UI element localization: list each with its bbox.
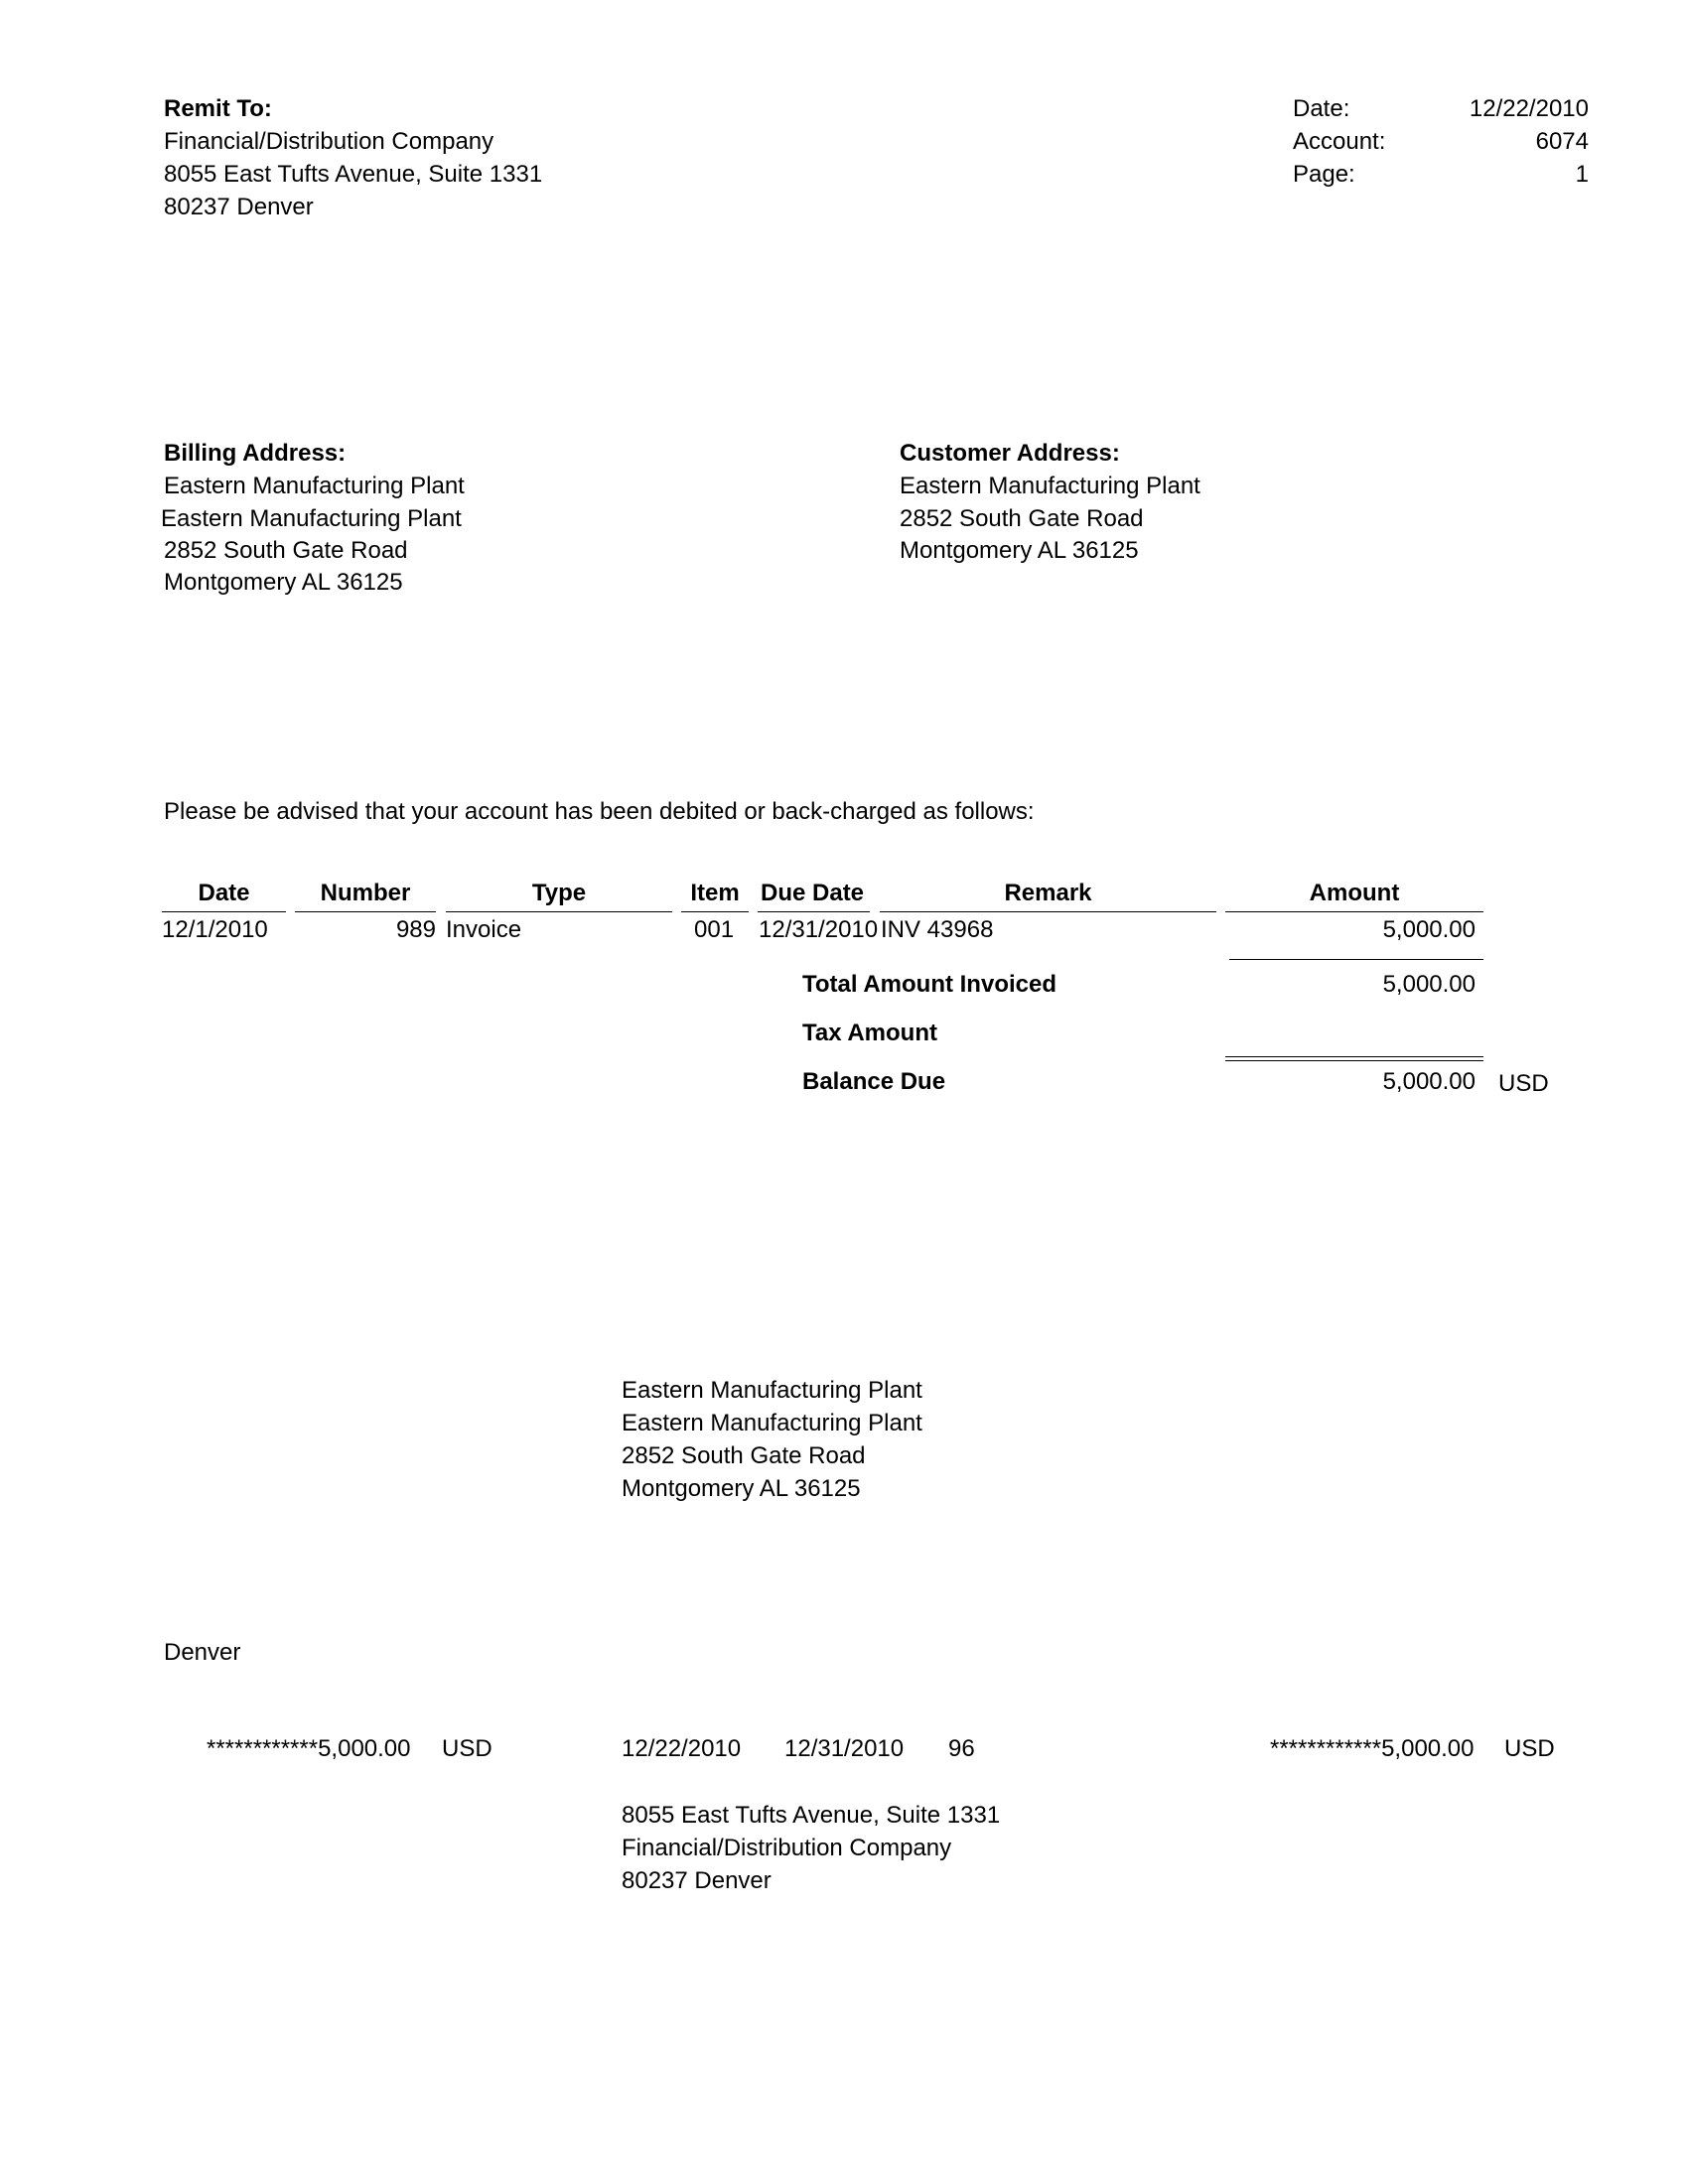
row-item: 001 — [694, 916, 735, 943]
stub-right-amount: ************5,000.00 — [1270, 1735, 1475, 1762]
stub-left-currency: USD — [442, 1735, 492, 1762]
remit-to-heading: Remit To: — [164, 95, 272, 122]
page-label: Page: — [1293, 161, 1355, 188]
row-number: 989 — [395, 916, 436, 943]
stub-remit-line: Financial/Distribution Company — [622, 1835, 952, 1861]
billing-address-heading: Billing Address: — [164, 440, 347, 467]
column-header-type: Type — [446, 876, 672, 912]
date-label: Date: — [1293, 95, 1350, 122]
balance-currency: USD — [1498, 1070, 1549, 1097]
customer-address-line: Eastern Manufacturing Plant — [900, 473, 1200, 499]
stub-address-line: 2852 South Gate Road — [622, 1442, 866, 1469]
row-amount: 5,000.00 — [1382, 916, 1476, 943]
tax-amount-label: Tax Amount — [802, 1020, 937, 1046]
stub-due-date: 12/31/2010 — [784, 1735, 905, 1762]
remit-to-city: 80237 Denver — [164, 194, 314, 220]
row-date: 12/1/2010 — [162, 916, 268, 943]
balance-due-value: 5,000.00 — [1382, 1068, 1476, 1095]
stub-remit-line: 8055 East Tufts Avenue, Suite 1331 — [622, 1802, 1001, 1829]
column-header-remark: Remark — [880, 876, 1216, 912]
stub-left-amount: ************5,000.00 — [207, 1735, 411, 1762]
account-value: 6074 — [1535, 128, 1589, 155]
row-due-date: 12/31/2010 — [759, 916, 879, 943]
stub-address-line: Eastern Manufacturing Plant — [622, 1377, 922, 1404]
billing-address-line: Eastern Manufacturing Plant — [161, 505, 462, 532]
remit-to-street: 8055 East Tufts Avenue, Suite 1331 — [164, 161, 543, 188]
column-header-due-date: Due Date — [758, 876, 870, 912]
customer-address-line: Montgomery AL 36125 — [900, 537, 1139, 564]
column-header-item: Item — [681, 876, 749, 912]
stub-issue-date: 12/22/2010 — [622, 1735, 742, 1762]
subtotal-rule — [1229, 959, 1483, 960]
customer-address-line: 2852 South Gate Road — [900, 505, 1144, 532]
row-type: Invoice — [446, 916, 522, 943]
stub-city: Denver — [164, 1639, 241, 1666]
balance-due-label: Balance Due — [802, 1068, 946, 1095]
stub-address-line: Eastern Manufacturing Plant — [622, 1410, 922, 1436]
date-value: 12/22/2010 — [1469, 95, 1589, 122]
stub-remit-line: 80237 Denver — [622, 1867, 772, 1894]
account-label: Account: — [1293, 128, 1386, 155]
total-invoiced-label: Total Amount Invoiced — [802, 971, 1056, 998]
billing-address-line: 2852 South Gate Road — [164, 537, 408, 564]
stub-right-currency: USD — [1504, 1735, 1555, 1762]
page-value: 1 — [1575, 161, 1589, 188]
billing-address-line: Montgomery AL 36125 — [164, 569, 403, 596]
remit-to-company: Financial/Distribution Company — [164, 128, 494, 155]
stub-address-line: Montgomery AL 36125 — [622, 1475, 861, 1502]
stub-code: 96 — [948, 1735, 975, 1762]
column-header-date: Date — [162, 876, 286, 912]
total-invoiced-value: 5,000.00 — [1382, 971, 1476, 998]
balance-double-rule — [1225, 1056, 1483, 1061]
debit-notice: Please be advised that your account has been debited or back-charged as follows: — [164, 798, 1035, 825]
row-remark: INV 43968 — [881, 916, 994, 943]
column-header-number: Number — [295, 876, 436, 912]
customer-address-heading: Customer Address: — [900, 440, 1120, 467]
billing-address-line: Eastern Manufacturing Plant — [164, 473, 465, 499]
column-header-amount: Amount — [1225, 876, 1483, 912]
